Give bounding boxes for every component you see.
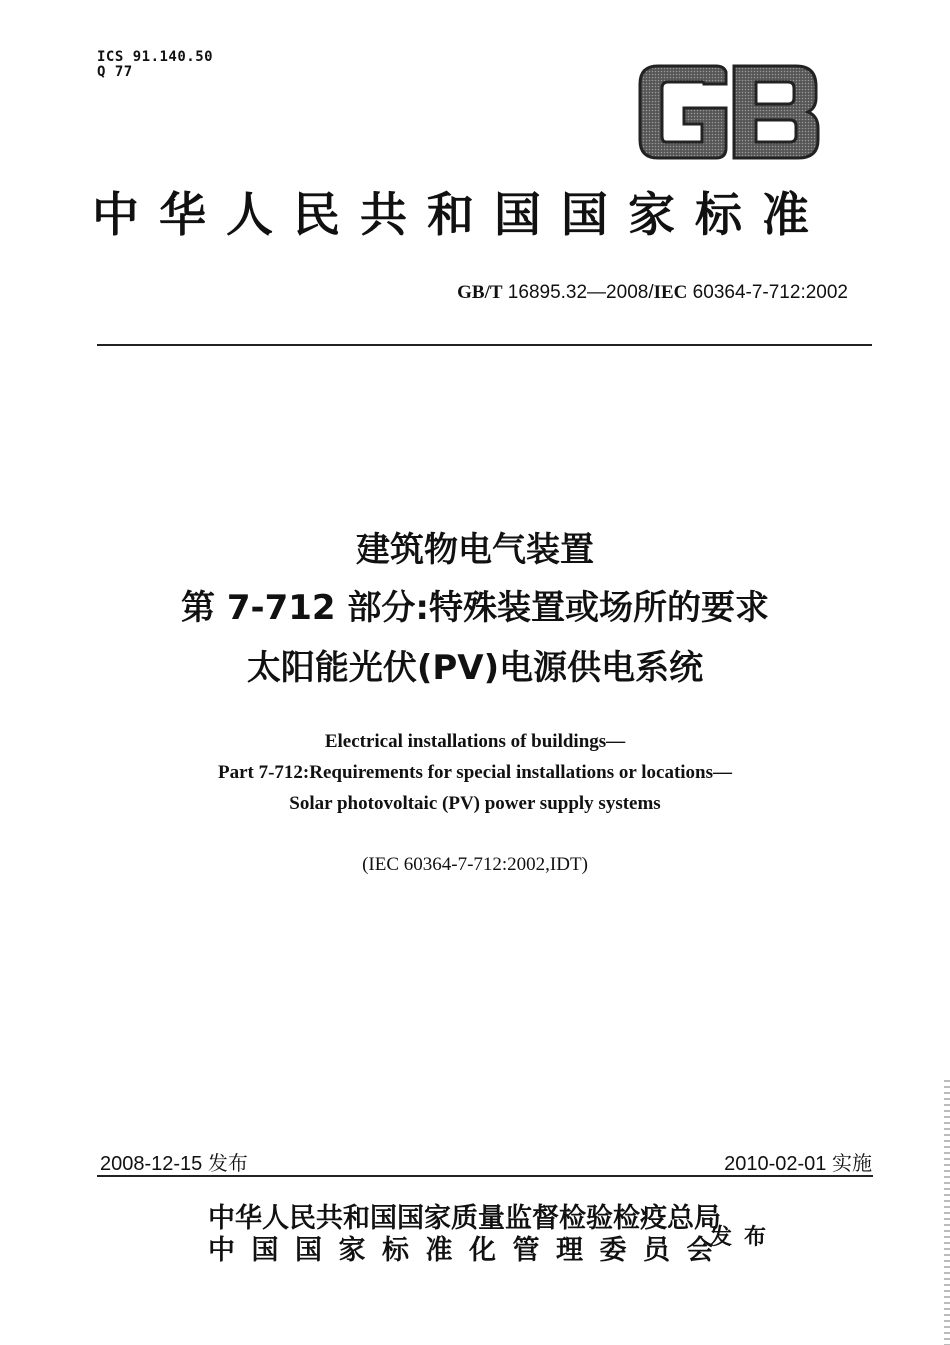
issue-date: 2008-12-15 发布: [100, 1153, 248, 1175]
scan-edge: [944, 1080, 950, 1345]
iec-equivalence: (IEC 60364-7-712:2002,IDT): [362, 854, 588, 875]
standard-number-value: 16895.32—2008/: [502, 282, 654, 303]
ics-block: [97, 50, 213, 80]
iec-prefix: IEC: [653, 282, 688, 303]
iec-number-value: 60364-7-712:2002: [687, 282, 848, 303]
standard-prefix: GB/T: [457, 282, 503, 303]
title-en-line2: Part 7-712:Requirements for special installations or locations—: [217, 762, 733, 783]
gb-logo: [636, 64, 822, 160]
national-standard-title: 中华人民共和国国家标准: [92, 188, 829, 243]
issuer-sac: 中国国家标准化管理委员会: [208, 1235, 730, 1266]
title-cn-line3: 太阳能光伏(PV)电源供电系统: [246, 648, 704, 688]
title-cn-line1: 建筑物电气装置: [356, 530, 594, 570]
publish-label: 发布: [710, 1224, 779, 1250]
top-divider: [97, 344, 872, 346]
standard-number: [457, 282, 848, 304]
title-en-line3: Solar photovoltaic (PV) power supply systems: [289, 793, 661, 814]
title-en-line1: Electrical installations of buildings—: [324, 731, 626, 752]
bottom-divider: [97, 1175, 873, 1177]
implementation-date: 2010-02-01 实施: [724, 1153, 872, 1175]
ics-code: ICS 91.140.50: [97, 49, 214, 65]
title-cn-line2: 第 7-712 部分:特殊装置或场所的要求: [180, 588, 769, 628]
issuer-aqsiq: 中华人民共和国国家质量监督检验检疫总局: [208, 1203, 721, 1234]
classification-code: Q 77: [97, 64, 133, 80]
